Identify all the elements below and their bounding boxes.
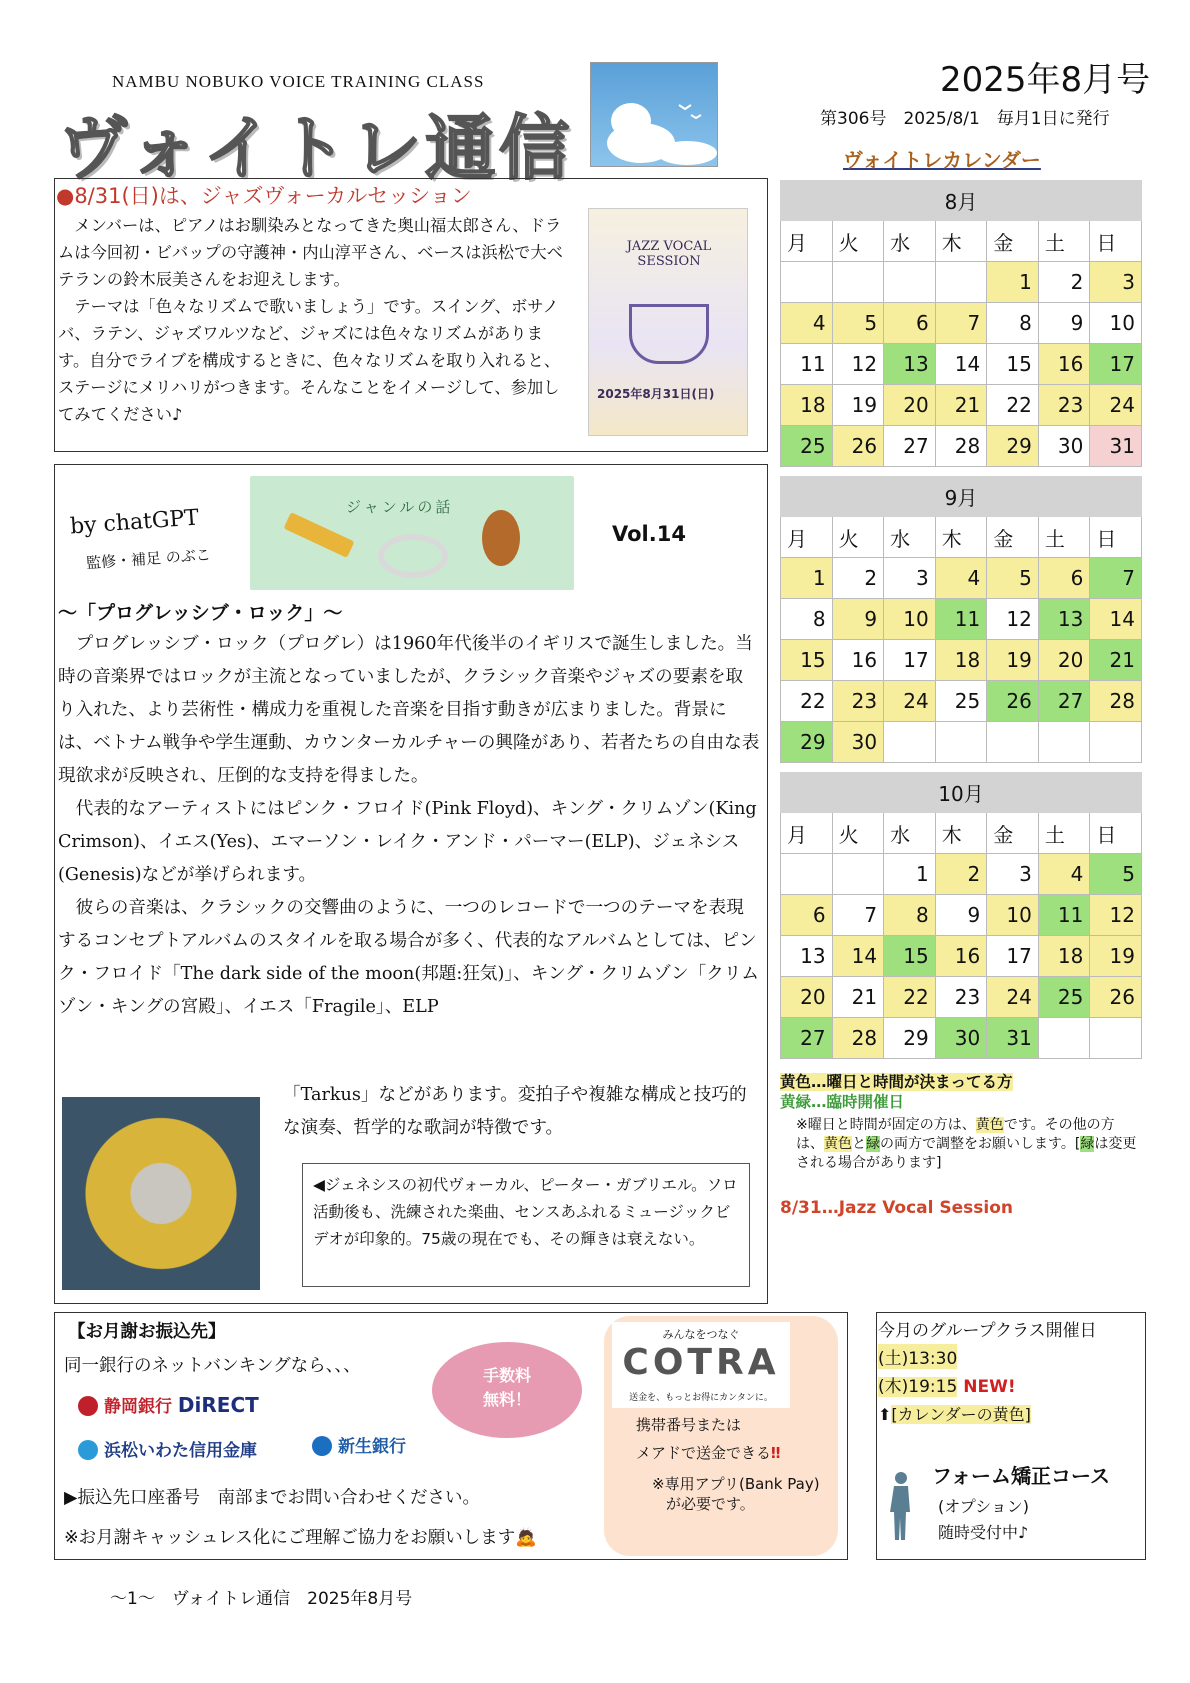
trumpet-icon	[283, 512, 354, 558]
calendar-day: 27	[1038, 681, 1090, 722]
calendar-month	[780, 772, 1142, 1059]
calendar-day: 20	[884, 385, 936, 426]
calendar-month-name: 10月	[781, 773, 1142, 813]
calendar-weekday: 日	[1090, 813, 1142, 854]
calendar-day	[781, 854, 833, 895]
calendar-weekday: 木	[935, 813, 987, 854]
calendar-day: 3	[987, 854, 1039, 895]
calendar-day	[1038, 1018, 1090, 1059]
genre-paragraph-tail: 「Tarkus」などがあります。変拍子や複雑な構成と技巧的な演奏、哲学的な歌詞が特徴です。	[283, 1085, 747, 1138]
calendar-day: 9	[935, 895, 987, 936]
calendar-day: 12	[987, 599, 1039, 640]
cotra-note-line: ※専用アプリ(Bank Pay)	[652, 1475, 820, 1493]
calendar-day: 23	[935, 977, 987, 1018]
calendar-day: 8	[781, 599, 833, 640]
volume-number: Vol.14	[612, 522, 686, 546]
shinsei-bank-logo-icon	[312, 1436, 332, 1456]
person-silhouette-icon	[886, 1470, 916, 1542]
calendar-day: 15	[781, 640, 833, 681]
calendar-day: 7	[832, 895, 884, 936]
photo-caption: ◀ジェネシスの初代ヴォーカル、ピーター・ガブリエル。ソロ活動後も、洗練された楽曲、センスあふれるミュージックビデオが印象的。75歳の現在でも、その輝きは衰えない。	[302, 1163, 750, 1287]
calendar-day: 22	[884, 977, 936, 1018]
session-title: ●8/31(日)は、ジャズヴォーカルセッション	[56, 184, 472, 208]
calendar-day: 12	[1090, 895, 1142, 936]
bank-direct-label: DiRECT	[177, 1393, 259, 1417]
calendar-day: 8	[987, 303, 1039, 344]
calendar-day: 1	[884, 854, 936, 895]
calendar-weekday: 木	[935, 517, 987, 558]
calendar-month-name: 8月	[781, 181, 1142, 221]
byline: by chatGPT	[69, 505, 200, 540]
payment-account: ▶振込先口座番号 南部までお問い合わせください。	[64, 1488, 480, 1508]
issue-title: 2025年8月号	[940, 60, 1151, 100]
calendar-day: 16	[832, 640, 884, 681]
calendar-day: 21	[832, 977, 884, 1018]
calendar-day: 13	[884, 344, 936, 385]
jazz-session-note: 8/31…Jazz Vocal Session	[780, 1198, 1014, 1218]
class-name: NAMBU NOBUKO VOICE TRAINING CLASS	[112, 72, 485, 91]
calendar-day: 30	[935, 1018, 987, 1059]
calendar-day: 14	[832, 936, 884, 977]
calendar-day: 23	[1038, 385, 1090, 426]
tambourine-icon	[378, 534, 448, 578]
note-yellow: 黄色	[975, 1117, 1004, 1133]
calendar-day: 12	[832, 344, 884, 385]
calendar-day: 18	[781, 385, 833, 426]
calendar-day: 6	[1038, 558, 1090, 599]
calendar-day	[935, 722, 987, 763]
group-class-thursday	[878, 1372, 1016, 1397]
free-fee-bubble	[432, 1342, 582, 1438]
calendar-day: 6	[781, 895, 833, 936]
group-class-title: 今月のグループクラス開催日	[878, 1321, 1097, 1341]
genre-title: 〜「プログレッシブ・ロック」〜	[58, 602, 343, 624]
calendar-weekday: 金	[987, 221, 1039, 262]
calendar-day	[832, 262, 884, 303]
calendar-month	[780, 180, 1142, 467]
calendar-day	[884, 262, 936, 303]
calendar-day: 20	[1038, 640, 1090, 681]
person-figure-icon	[886, 1470, 916, 1542]
calendar-day	[832, 854, 884, 895]
calendar-weekday: 金	[987, 517, 1039, 558]
bank-shizuoka	[78, 1392, 259, 1417]
calendar-weekday: 月	[781, 813, 833, 854]
calendar-day: 14	[935, 344, 987, 385]
calendar-day: 22	[987, 385, 1039, 426]
masthead-title: ヴォイトレ通信	[58, 107, 574, 189]
note-green: 緑	[1080, 1136, 1095, 1152]
hamamatsu-iwata-logo-icon	[78, 1440, 98, 1460]
calendar-day	[1090, 1018, 1142, 1059]
payment-title: 【お月謝お振込先】	[68, 1322, 226, 1342]
shizuoka-bank-logo-icon	[78, 1396, 98, 1416]
genre-paragraph: 代表的なアーティストにはピンク・フロイド(Pink Floyd)、キング・クリムゾン(King Crimson)、イエス(Yes)、エマーソン・レイク・アンド・パーマー(ELP)、ジェネシス(Genesis)などが挙げられます。	[58, 799, 757, 885]
calendar-day: 28	[935, 426, 987, 467]
calendar-day: 24	[884, 681, 936, 722]
calendar-day: 9	[832, 599, 884, 640]
new-badge: NEW!	[963, 1377, 1016, 1397]
genre-banner	[250, 476, 574, 590]
calendar-day: 11	[781, 344, 833, 385]
calendar-day: 30	[832, 722, 884, 763]
session-body	[58, 212, 568, 428]
calendar-day: 31	[1090, 426, 1142, 467]
calendar-day: 4	[1038, 854, 1090, 895]
cotra-text	[636, 1442, 780, 1463]
calendar-day: 21	[1090, 640, 1142, 681]
calendar-day: 25	[935, 681, 987, 722]
cotra-text-main: メアドで送金できる	[636, 1444, 772, 1462]
calendar-day	[884, 722, 936, 763]
calendar-day: 10	[987, 895, 1039, 936]
calendar-day: 26	[1090, 977, 1142, 1018]
calendar-day: 25	[1038, 977, 1090, 1018]
cloud-icon	[591, 63, 719, 168]
supervisor-credit: 監修・補足 のぶこ	[85, 545, 212, 573]
peter-gabriel-photo	[62, 1097, 260, 1290]
calendar-day	[987, 722, 1039, 763]
payment-cashless: ※お月謝キャッシュレス化にご理解ご協力をお願いします🙇	[64, 1528, 538, 1548]
calendar-day: 15	[987, 344, 1039, 385]
calendar-day: 10	[1090, 303, 1142, 344]
page-footer: 〜1〜 ヴォイトレ通信 2025年8月号	[110, 1589, 413, 1609]
issue-subtitle: 第306号 2025/8/1 毎月1日に発行	[820, 109, 1110, 129]
bank-name: 浜松いわた信用金庫	[104, 1441, 257, 1461]
calendar-weekday: 土	[1038, 517, 1090, 558]
calendar-day: 13	[781, 936, 833, 977]
session-paragraph: メンバーは、ピアノはお馴染みとなってきた奥山福太郎さん、ドラムは今回初・ビバップの守護神・内山淳平さん、ベースは浜松で大ベテランの鈴木辰美さんをお迎えします。	[58, 216, 563, 289]
cotra-text: 携帯番号または	[636, 1416, 742, 1434]
calendar-month-name: 9月	[781, 477, 1142, 517]
legend-yellow: 黄色…曜日と時間が決まってる方	[780, 1073, 1013, 1091]
calendar-day: 16	[1038, 344, 1090, 385]
note-text: の両方で調整をお願いします。[	[880, 1136, 1081, 1152]
note-text: は変更される場合があります]	[796, 1136, 1137, 1171]
calendar-weekday: 土	[1038, 813, 1090, 854]
calendar-day: 17	[987, 936, 1039, 977]
calendar-day: 21	[935, 385, 987, 426]
calendar-day: 19	[1090, 936, 1142, 977]
calendar-title: ヴォイトレカレンダー	[843, 148, 1041, 172]
note-text: と	[852, 1136, 866, 1152]
calendar-day: 26	[832, 426, 884, 467]
calendar-day: 17	[1090, 344, 1142, 385]
calendar-day: 28	[832, 1018, 884, 1059]
form-course-reception: 随時受付中♪	[938, 1523, 1029, 1542]
calendar-day: 11	[935, 599, 987, 640]
bank-shinsei	[312, 1432, 406, 1457]
payment-line: 同一銀行のネットバンキングなら、、、	[64, 1356, 361, 1376]
calendar-day: 5	[832, 303, 884, 344]
calendar-day: 31	[987, 1018, 1039, 1059]
group-class-saturday: (土)13:30	[878, 1344, 957, 1369]
calendar-day: 3	[884, 558, 936, 599]
genre-body	[58, 628, 760, 1024]
note-text: ※曜日と時間が固定の方は、	[796, 1117, 976, 1133]
calendar-day: 27	[781, 1018, 833, 1059]
bubble-line: 手数料	[482, 1366, 531, 1385]
cotra-logo	[612, 1322, 790, 1408]
calendar-weekday: 水	[884, 517, 936, 558]
genre-banner-label: ジャンルの話	[346, 498, 454, 516]
calendar-day: 15	[884, 936, 936, 977]
calendar-weekday: 火	[832, 813, 884, 854]
calendar-day: 13	[1038, 599, 1090, 640]
calendar-day: 19	[987, 640, 1039, 681]
calendar-weekday: 月	[781, 517, 833, 558]
bubble-text	[432, 1364, 582, 1412]
bank-hamamatsu-iwata	[78, 1436, 257, 1461]
calendar-day: 2	[935, 854, 987, 895]
calendar-day: 18	[935, 640, 987, 681]
calendar-day: 1	[781, 558, 833, 599]
sky-cloud-illustration	[590, 62, 718, 167]
calendar-day	[1090, 722, 1142, 763]
calendar-weekday: 金	[987, 813, 1039, 854]
calendar-day: 16	[935, 936, 987, 977]
calendar-day	[781, 262, 833, 303]
calendar-day: 17	[884, 640, 936, 681]
calendar-day: 30	[1038, 426, 1090, 467]
calendar-month	[780, 476, 1142, 763]
calendar-day: 9	[1038, 303, 1090, 344]
calendar-legend	[780, 1072, 1013, 1112]
calendar-weekday: 日	[1090, 517, 1142, 558]
bank-name: 静岡銀行	[104, 1397, 172, 1417]
calendar-day: 19	[832, 385, 884, 426]
group-note-text: [カレンダーの黄色]	[891, 1405, 1031, 1424]
calendar-day: 5	[1090, 854, 1142, 895]
calendar-day: 24	[987, 977, 1039, 1018]
flyer-title: JAZZ VOCAL SESSION	[626, 239, 712, 269]
calendar-day	[1038, 722, 1090, 763]
calendar-day: 7	[935, 303, 987, 344]
exclamation-icon: ‼	[771, 1444, 781, 1462]
calendar-weekday: 日	[1090, 221, 1142, 262]
legend-green: 黄緑…臨時開催日	[780, 1093, 905, 1111]
bank-name: 新生銀行	[338, 1437, 406, 1457]
calendar-day	[935, 262, 987, 303]
calendar-weekday: 土	[1038, 221, 1090, 262]
calendar-day: 28	[1090, 681, 1142, 722]
calendar-day: 2	[832, 558, 884, 599]
form-course-title: フォーム矯正コース	[932, 1464, 1110, 1488]
calendar-weekday: 水	[884, 813, 936, 854]
arrow-up-icon: ⬆	[878, 1405, 892, 1424]
calendar-day: 18	[1038, 936, 1090, 977]
session-paragraph: テーマは「色々なリズムで歌いましょう」です。スイング、ボサノバ、ラテン、ジャズワルツなど、ジャズには色々なリズムがあります。自分でライブを構成するときに、色々なリズムを取り入れると、ステージにメリハリがつきます。そんなことをイメージして、参加してみてください♪	[58, 297, 561, 424]
calendar-day: 2	[1038, 262, 1090, 303]
flyer-date: 2025年8月31日(日)	[597, 387, 715, 401]
thursday-time: (木)19:15	[878, 1377, 958, 1397]
bubble-line: 無料！	[482, 1390, 531, 1409]
calendar-day: 29	[781, 722, 833, 763]
group-class-note	[878, 1402, 1031, 1425]
calendar-day: 7	[1090, 558, 1142, 599]
calendar-day: 4	[781, 303, 833, 344]
calendar-day: 10	[884, 599, 936, 640]
cotra-name: COTRA	[622, 1342, 780, 1383]
note-yellow: 黄色	[824, 1136, 852, 1152]
coffee-cup-icon	[629, 304, 709, 364]
calendar-weekday: 火	[832, 221, 884, 262]
calendar-day: 5	[987, 558, 1039, 599]
calendar-day: 1	[987, 262, 1039, 303]
calendar-weekday: 水	[884, 221, 936, 262]
calendar-note	[796, 1116, 1141, 1173]
form-course-option: (オプション)	[938, 1497, 1030, 1516]
cotra-subline: 送金を、もっとお得にカンタンに。	[629, 1393, 773, 1403]
calendar-day: 20	[781, 977, 833, 1018]
calendar-weekday: 月	[781, 221, 833, 262]
calendar-day: 26	[987, 681, 1039, 722]
session-flyer	[588, 208, 748, 436]
calendar-day: 25	[781, 426, 833, 467]
calendar-day: 27	[884, 426, 936, 467]
calendar-day: 24	[1090, 385, 1142, 426]
calendar-day: 29	[987, 426, 1039, 467]
note-text: です。その他の方は、	[796, 1117, 1115, 1152]
calendar-day: 3	[1090, 262, 1142, 303]
note-green: 緑	[866, 1136, 880, 1152]
genre-paragraph: 彼らの音楽は、クラシックの交響曲のように、一つのレコードで一つのテーマを表現するコンセプトアルバムのスタイルを取る場合が多く、代表的なアルバムとしては、ピンク・フロイド「The dark side of the moon(邦題:狂気)」、キング・クリムゾン「クリムゾン・キングの宮殿」、イエス「Fragile」、ELP	[58, 898, 759, 1017]
ukulele-icon	[482, 510, 520, 566]
calendar-day: 6	[884, 303, 936, 344]
genre-paragraph: プログレッシブ・ロック（プログレ）は1960年代後半のイギリスで誕生しました。当時の音楽界ではロックが主流となっていましたが、クラシック音楽やジャズの要素を取り入れた、より芸術性・構成力を重視した音楽を目指す動きが広まりました。背景には、ベトナム戦争や学生運動、カウンターカルチャーの興隆があり、若者たちの自由な表現欲求が反映され、圧倒的な支持を得ました。	[58, 634, 760, 786]
cotra-tagline: みんなをつなぐ	[662, 1328, 740, 1341]
calendar-weekday: 木	[935, 221, 987, 262]
calendar-day: 8	[884, 895, 936, 936]
calendar-day: 4	[935, 558, 987, 599]
calendar-day: 23	[832, 681, 884, 722]
calendar-day: 22	[781, 681, 833, 722]
cotra-note-line: が必要です。	[666, 1495, 755, 1513]
calendar-day: 11	[1038, 895, 1090, 936]
cotra-app-note	[652, 1474, 820, 1514]
calendar-day: 14	[1090, 599, 1142, 640]
calendar-weekday: 火	[832, 517, 884, 558]
calendar-day: 29	[884, 1018, 936, 1059]
